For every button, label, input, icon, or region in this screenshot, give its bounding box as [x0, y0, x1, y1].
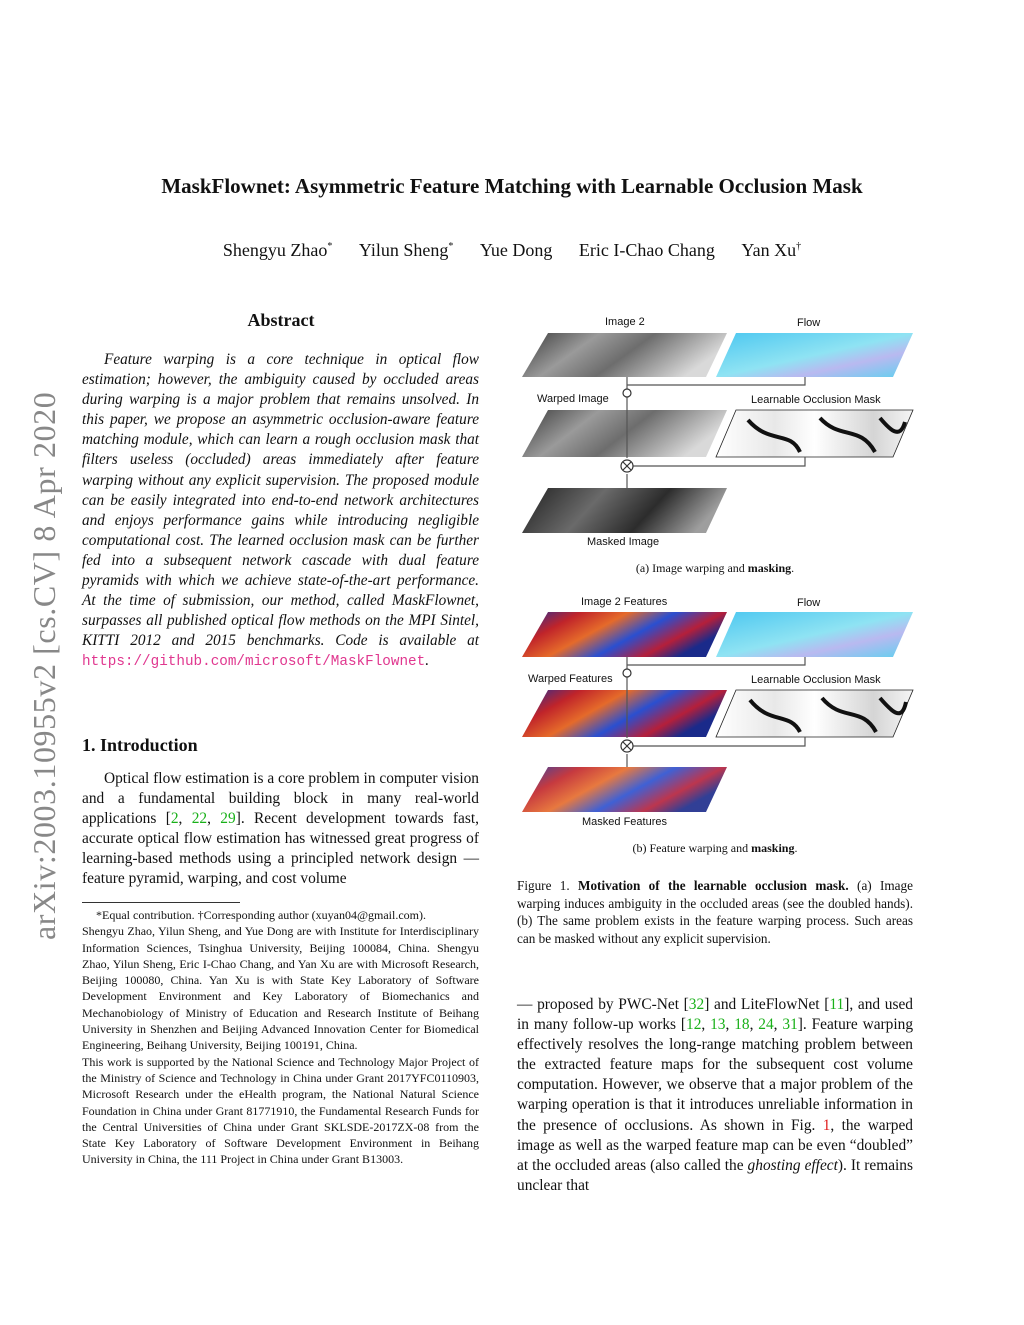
label-flow: Flow [797, 317, 821, 329]
abstract-body: Feature warping is a core technique in optical flow estimation; however, the ambiguity caused by occluded areas during warping is a major problem that remains unsolved. In this paper, we propose an asymmetric occlusion-aware feature matching module, which can learn a rough occlusion mask that filters useless (occluded) areas immediately after feature warping without any explicit supervision. The proposed module can be easily integrated into end-to-end network architectures and enjoys performance gains while introducing negligible computational cost. The learned occlusion mask can be further fed into a subsequent network cascade with dual feature pyramids with which we achieve state-of-the-art performance. At the time of submission, our method, called MaskFlownet, surpasses all published optical flow methods on the MPI Sintel, KITTI 2012 and 2015 benchmarks. Code is available at https://github.com/microsoft/MaskFlownet. [82, 351, 479, 671]
paper-title: MaskFlownet: Asymmetric Feature Matching with Learnable Occlusion Mask [161, 174, 863, 198]
masked-features-panel [522, 767, 727, 812]
figure-reference-link[interactable]: 1 [822, 1116, 831, 1134]
label-occlusion-mask: Learnable Occlusion Mask [751, 674, 881, 686]
flow-panel [716, 333, 913, 377]
intro-continued-paragraph: — proposed by PWC-Net [32] and LiteFlowNet [11], and used in many follow-up works [12, 13, 18, 24, 31]. Feature warping effectively resolves the long-range matching problem between the extracted feature maps for the subsequent cost volume computation. However, we observe that a major problem of the warping operation is that it introduces unreliable information in the presence of occlusions. As shown in Fig. 1, the warped image as well as the warped feature map can be even “doubled” at the occluded areas (also called the ghosting effect). It remains unclear that [517, 996, 914, 1194]
citation-link[interactable]: 24 [758, 1016, 774, 1034]
author: Yilun Sheng* [358, 240, 454, 260]
code-link[interactable]: https://github.com/microsoft/MaskFlownet [82, 654, 426, 671]
label-warped-features: Warped Features [528, 673, 613, 685]
citation-link[interactable]: 29 [220, 810, 236, 828]
label-masked-image: Masked Image [587, 536, 660, 548]
connector-line [633, 457, 805, 466]
label-warped-image: Warped Image [537, 393, 609, 405]
image2-features-panel [522, 612, 727, 657]
footnote-equal-contribution: *Equal contribution. †Corresponding author (xuyan04@gmail.com). [96, 908, 426, 922]
citation-link[interactable]: 12 [686, 1016, 702, 1034]
footnote-funding: This work is supported by the National Science and Technology Major Project of the Ministry of Science and Technology in China under Grant 2017YFC0110903, Microsoft Research under the eHealth program, the National Natural Science Foundation in China under Grant 81771910, the Fundamental Research Funds for the Central Universities of China under Grant SKLSDE-2017ZX-08 from the State Key Laboratory of Software Development Environment in Beihang University in China, the 111 Project in China under Grant B13003. [82, 1054, 479, 1167]
author: Eric I-Chao Chang [578, 240, 715, 260]
label-flow: Flow [797, 597, 821, 609]
section-heading-introduction: 1. Introduction [82, 735, 198, 755]
footnotes [82, 907, 479, 1168]
multiply-node [621, 740, 633, 752]
intro-paragraph: Optical flow estimation is a core problem in computer vision and a fundamental building block in many real-world applications [2, 22, 29]. Recent development towards fast, accurate optical flow estimation has witnessed great progress of learning-based methods using a principled network design — feature pyramid, warping, and cost volume [82, 770, 479, 888]
label-occlusion-mask: Learnable Occlusion Mask [751, 394, 881, 406]
connector-line [627, 377, 805, 385]
author: Yan Xu† [741, 240, 802, 260]
footnote-affiliations: Shengyu Zhao, Yilun Sheng, and Yue Dong are with Institute for Interdisciplinary Information Sciences, Tsinghua University, Beijing 100084, China. Shengyu Zhao, Yilun Sheng, Eric I-Chao Chang, and Yan Xu are with Microsoft Research, Beijing 100080, China. Yan Xu is with State Key Laboratory of Software Development Environment and Key Laboratory of Biomechanics and Mechanobiology of Ministry of Education and Research Institute of Beihang University in Shenzhen and Beijing Advanced Innovation Center for Biomedical Engineering, Beihang University, Beijing 100191, China. [82, 924, 479, 1053]
citation-link[interactable]: 13 [710, 1016, 726, 1034]
subcaption-b: (b) Feature warping and masking. [632, 841, 798, 855]
label-image2-features: Image 2 Features [581, 596, 668, 608]
warp-node [623, 669, 631, 677]
occlusion-mask-panel [716, 690, 913, 737]
connector-line [633, 737, 805, 746]
footnote-rule [82, 902, 240, 903]
arxiv-identifier: arXiv:2003.10955v2 [cs.CV] 8 Apr 2020 [26, 391, 62, 940]
label-masked-features: Masked Features [582, 816, 667, 828]
citation-link[interactable]: 32 [688, 996, 705, 1013]
citation-link[interactable]: 31 [782, 1016, 798, 1034]
citation-link[interactable]: 11 [829, 996, 845, 1013]
abstract-heading: Abstract [247, 310, 315, 330]
citation-link[interactable]: 22 [191, 810, 208, 828]
occlusion-mask-panel [716, 410, 913, 457]
warp-node [623, 389, 631, 397]
author: Shengyu Zhao* [222, 240, 333, 260]
figure-caption: Figure 1. Motivation of the learnable occlusion mask. (a) Image warping induces ambiguity in the occluded areas (see the doubled hands). (b) The same problem exists in the feature warping process. Such areas can be masked without any explicit supervision. [517, 878, 913, 946]
warped-features-panel [522, 690, 727, 737]
connector-line [627, 657, 805, 665]
masked-image-panel [522, 488, 727, 533]
author: Yue Dong [479, 240, 553, 260]
citation-link[interactable]: 2 [170, 810, 179, 828]
image2-panel [522, 333, 727, 377]
subcaption-a: (a) Image warping and masking. [635, 561, 795, 575]
warped-image-panel [522, 410, 727, 457]
flow-panel [716, 612, 913, 657]
label-image2: Image 2 [605, 316, 645, 328]
citation-link[interactable]: 18 [734, 1016, 750, 1034]
multiply-node [621, 460, 633, 472]
